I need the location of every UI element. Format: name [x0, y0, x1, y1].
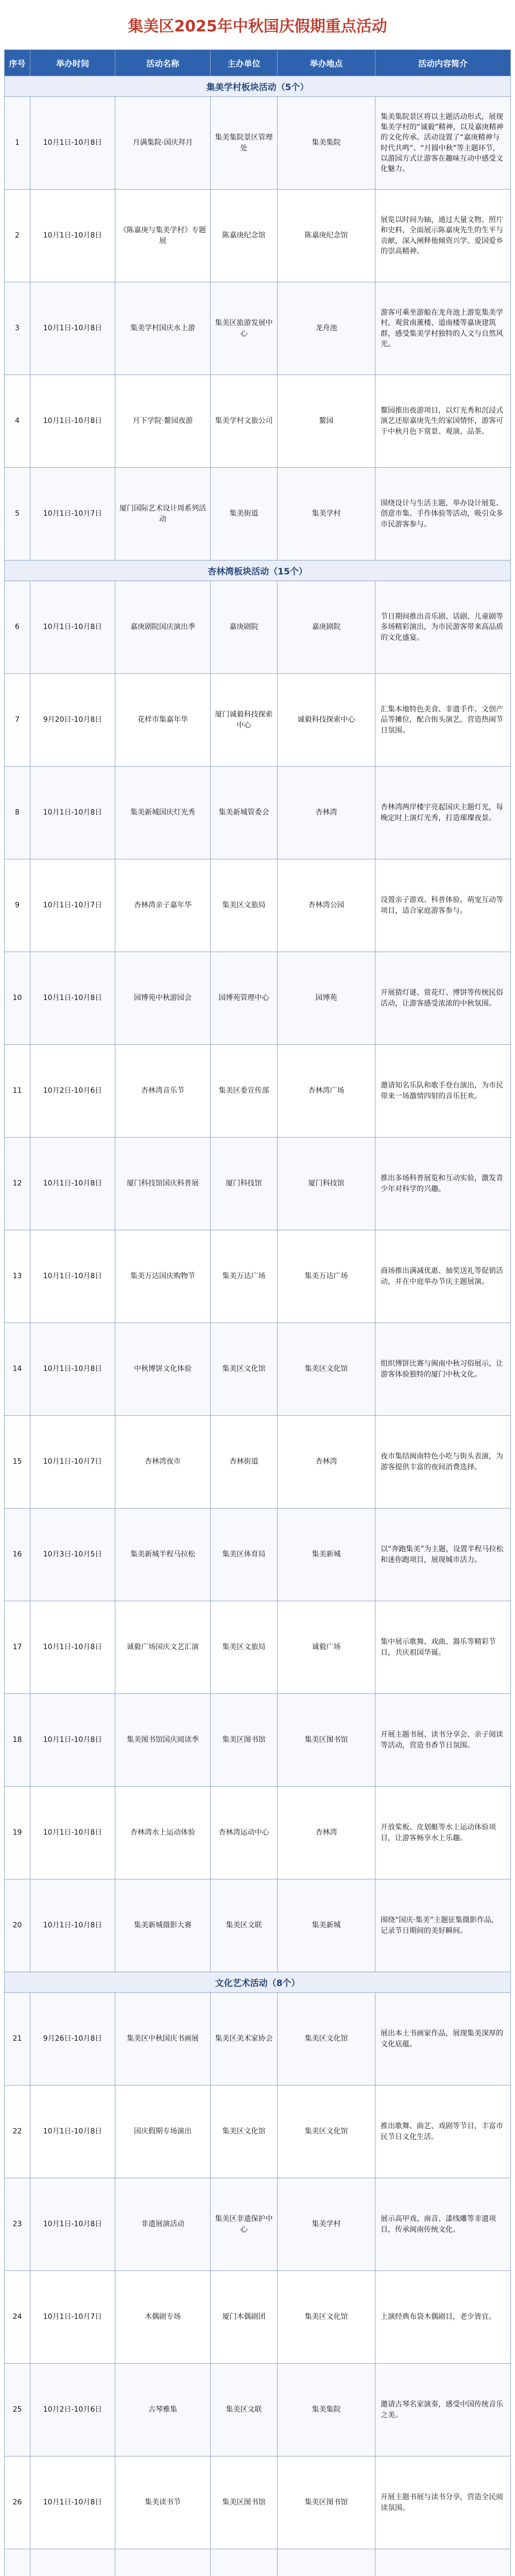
- table-row: [5, 673, 510, 766]
- col-header-time: 举办时间: [30, 50, 115, 76]
- cell-org: 集美集院景区管理处: [211, 97, 278, 189]
- cell-name: 集美新城半程马拉松: [115, 1509, 211, 1601]
- cell-venue: [278, 2549, 375, 2576]
- table-row: [5, 1323, 510, 1415]
- cell-desc: 开展主题书展、读书分享会、亲子阅读等活动，营造书香节日氛围。: [381, 1731, 503, 1750]
- table-row: [5, 2549, 510, 2576]
- table-row: [5, 1693, 510, 1786]
- cell-name: 集美图书馆国庆阅读季: [115, 1694, 211, 1786]
- cell-time: 10月1日-10月8日: [30, 1230, 115, 1323]
- cell-time: 10月1日-10月8日: [30, 1879, 115, 1972]
- cell-no: 8: [5, 767, 30, 859]
- cell-no: 13: [5, 1230, 30, 1323]
- cell-venue: 园博苑: [278, 952, 375, 1044]
- cell-no: 15: [5, 1416, 30, 1508]
- cell-org: 厦门诚毅科技探索中心: [211, 674, 278, 766]
- cell-desc: 商场推出满减优惠、抽奖送礼等促销活动，并在中庭举办节庆主题展演。: [381, 1267, 503, 1286]
- cell-name: 古琴雅集: [115, 2364, 211, 2456]
- cell-time: 10月1日-10月8日: [30, 952, 115, 1044]
- cell-desc: 设置亲子游戏、科普体验、萌宠互动等项目，适合家庭游客参与。: [381, 896, 503, 915]
- cell-venue: 集美区文化馆: [278, 1993, 375, 2085]
- cell-name: [115, 2549, 211, 2576]
- cell-org: 集美区文化馆: [211, 1323, 278, 1415]
- cell-no: 2: [5, 190, 30, 282]
- cell-name: 中秋博饼文化体验: [115, 1323, 211, 1415]
- cell-no: 24: [5, 2271, 30, 2363]
- cell-time: 9月20日-10月8日: [30, 674, 115, 766]
- cell-name: 集美读书节: [115, 2456, 211, 2549]
- cell-no: 10: [5, 952, 30, 1044]
- cell-no: 3: [5, 282, 30, 375]
- col-header-org: 主办单位: [211, 50, 278, 76]
- cell-name: 非遗展演活动: [115, 2178, 211, 2270]
- table-row: [5, 1415, 510, 1508]
- cell-desc: 推出歌舞、曲艺、戏剧等节目，丰富市民节日文化生活。: [381, 2122, 503, 2141]
- cell-venue: 嘉庚剧院: [278, 581, 375, 673]
- cell-org: 嘉庚剧院: [211, 581, 278, 673]
- page-title: 集美区2025年中秋国庆假期重点活动: [128, 18, 387, 36]
- cell-desc: 开展主题书展与读书分享，营造全民阅读氛围。: [381, 2493, 503, 2512]
- cell-name: 集美学村国庆水上游: [115, 282, 211, 375]
- cell-venue: 诚毅广场: [278, 1601, 375, 1693]
- cell-name: 花样市集嘉年华: [115, 674, 211, 766]
- cell-no: 22: [5, 2086, 30, 2178]
- cell-venue: 集美学村: [278, 2178, 375, 2270]
- table-row: [5, 375, 510, 467]
- cell-time: 10月2日-10月6日: [30, 1045, 115, 1137]
- cell-venue: 集美新城: [278, 1509, 375, 1601]
- cell-no: 14: [5, 1323, 30, 1415]
- cell-no: 6: [5, 581, 30, 673]
- table-row: [5, 189, 510, 282]
- col-header-no: 序号: [5, 50, 30, 76]
- table-row: [5, 1044, 510, 1137]
- cell-org: 集美区文联: [211, 1879, 278, 1972]
- cell-no: 4: [5, 375, 30, 467]
- cell-venue: 陈嘉庚纪念馆: [278, 190, 375, 282]
- cell-name: 集美新城摄影大赛: [115, 1879, 211, 1972]
- cell-no: 9: [5, 859, 30, 952]
- cell-venue: 集美集院: [278, 2364, 375, 2456]
- col-header-name: 活动名称: [115, 50, 211, 76]
- cell-name: 月下学院·鳌园夜游: [115, 375, 211, 467]
- cell-venue: 集美区文化馆: [278, 1323, 375, 1415]
- cell-org: 集美区委宣传部: [211, 1045, 278, 1137]
- cell-time: 10月1日-10月8日: [30, 282, 115, 375]
- cell-time: 10月1日-10月8日: [30, 2178, 115, 2270]
- section-header: 集美学村板块活动（5个）: [5, 76, 510, 96]
- cell-time: 10月3日-10月5日: [30, 1509, 115, 1601]
- cell-desc: 邀请知名乐队和歌手登台演出，为市民带来一场激情四射的音乐狂欢。: [381, 1081, 503, 1100]
- cell-venue: 杏林湾: [278, 767, 375, 859]
- table-row: [5, 952, 510, 1044]
- section-header: 杏林湾板块活动（15个）: [5, 560, 510, 581]
- cell-org: 杏林湾运动中心: [211, 1787, 278, 1879]
- cell-venue: 杏林湾: [278, 1787, 375, 1879]
- cell-org: 集美区文旅局: [211, 1601, 278, 1693]
- cell-desc: 游客可乘坐游船在龙舟池上游览集美学村，观赏南薰楼、道南楼等嘉庚建筑群，感受集美学村独特的人文与自然风光。: [381, 308, 503, 348]
- cell-name: 嘉庚剧院国庆演出季: [115, 581, 211, 673]
- cell-org: 厦门木偶剧团: [211, 2271, 278, 2363]
- cell-time: 9月26日-10月8日: [30, 1993, 115, 2085]
- cell-venue: 杏林湾: [278, 1416, 375, 1508]
- cell-org: 集美区美术家协会: [211, 1993, 278, 2085]
- cell-no: [5, 2549, 30, 2576]
- cell-org: 集美区旅游发展中心: [211, 282, 278, 375]
- cell-no: 20: [5, 1879, 30, 1972]
- cell-org: 集美新城管委会: [211, 767, 278, 859]
- cell-venue: 集美万达广场: [278, 1230, 375, 1323]
- cell-no: 7: [5, 674, 30, 766]
- cell-time: 10月1日-10月7日: [30, 2271, 115, 2363]
- cell-name: 杏林湾音乐节: [115, 1045, 211, 1137]
- cell-time: 10月1日-10月8日: [30, 2086, 115, 2178]
- cell-no: 21: [5, 1993, 30, 2085]
- cell-venue: 集美区文化馆: [278, 2086, 375, 2178]
- cell-name: 集美新城国庆灯光秀: [115, 767, 211, 859]
- section-header: 文化艺术活动（8个）: [5, 1972, 510, 1992]
- table-row: [5, 467, 510, 560]
- table-row: [5, 859, 510, 952]
- cell-desc: 展示高甲戏、南音、漆线雕等非遗项目，传承闽南传统文化。: [381, 2215, 496, 2234]
- cell-name: 厦门科技馆国庆科普展: [115, 1138, 211, 1230]
- cell-org: 厦门科技馆: [211, 1138, 278, 1230]
- cell-org: 园博苑管理中心: [211, 952, 278, 1044]
- cell-venue: 集美新城: [278, 1879, 375, 1972]
- cell-no: 1: [5, 97, 30, 189]
- cell-org: 集美区非遗保护中心: [211, 2178, 278, 2270]
- cell-no: 17: [5, 1601, 30, 1693]
- cell-desc: 邀请古琴名家演奏，感受中国传统音乐之美。: [381, 2400, 503, 2419]
- cell-venue: 集美区图书馆: [278, 2456, 375, 2549]
- cell-desc: 组织博饼比赛与闽南中秋习俗展示，让游客体验独特的厦门中秋文化。: [381, 1360, 503, 1379]
- table-row: [5, 2456, 510, 2549]
- table-row: [5, 1786, 510, 1879]
- cell-no: 18: [5, 1694, 30, 1786]
- cell-no: 26: [5, 2456, 30, 2549]
- table-row: [5, 766, 510, 859]
- table-header: [5, 50, 510, 76]
- cell-venue: 集美区文化馆: [278, 2271, 375, 2363]
- cell-time: 10月2日-10月6日: [30, 2364, 115, 2456]
- cell-desc: 节日期间推出音乐剧、话剧、儿童剧等多场精彩演出，为市民游客带来高品质的文化盛宴。: [381, 613, 503, 642]
- cell-time: 10月1日-10月7日: [30, 859, 115, 952]
- cell-time: 10月1日-10月8日: [30, 375, 115, 467]
- cell-time: 10月1日-10月8日: [30, 97, 115, 189]
- cell-desc: 开展猜灯谜、赏花灯、博饼等传统民俗活动，让游客感受浓浓的中秋氛围。: [381, 989, 503, 1008]
- table-row: [5, 1230, 510, 1323]
- cell-venue: 鳌园: [278, 375, 375, 467]
- cell-desc: 汇集本地特色美食、非遗手作、文创产品等摊位，配合街头演艺，营造热闹节日氛围。: [381, 705, 503, 735]
- table-row: [5, 2178, 510, 2270]
- cell-name: 集美区中秋国庆书画展: [115, 1993, 211, 2085]
- cell-name: 集美万达国庆购物节: [115, 1230, 211, 1323]
- cell-org: 集美区图书馆: [211, 1694, 278, 1786]
- cell-time: 10月1日-10月8日: [30, 1323, 115, 1415]
- cell-name: 国庆假期专场演出: [115, 2086, 211, 2178]
- cell-time: 10月1日-10月8日: [30, 1601, 115, 1693]
- cell-name: 园博苑中秋游园会: [115, 952, 211, 1044]
- cell-no: 11: [5, 1045, 30, 1137]
- cell-org: 集美区体育局: [211, 1509, 278, 1601]
- cell-org: 陈嘉庚纪念馆: [211, 190, 278, 282]
- cell-no: 12: [5, 1138, 30, 1230]
- cell-no: 23: [5, 2178, 30, 2270]
- cell-time: [30, 2549, 115, 2576]
- table-row: [5, 1879, 510, 1972]
- cell-time: 10月1日-10月8日: [30, 767, 115, 859]
- cell-desc: 集美集院景区将以主题活动形式，展现集美学村的“诚毅”精神，以及嘉庚精神的文化传承。活动设置了“嘉庚精神与时代共鸣”、“月圆中秋”等主题环节，以游园方式让游客在趣味互动中感受文化魅力。: [381, 112, 504, 174]
- cell-desc: 围绕设计与生活主题，举办设计展览、创意市集、手作体验等活动，吸引众多市民游客参与。: [381, 499, 503, 529]
- cell-org: 集美区文联: [211, 2364, 278, 2456]
- table-row: [5, 2270, 510, 2363]
- cell-no: 25: [5, 2364, 30, 2456]
- cell-org: 杏林街道: [211, 1416, 278, 1508]
- cell-no: 5: [5, 468, 30, 560]
- cell-desc: 开放桨板、皮划艇等水上运动体验项目，让游客畅享水上乐趣。: [381, 1823, 496, 1842]
- table-body: [5, 76, 510, 2576]
- cell-venue: 集美学村: [278, 468, 375, 560]
- table-row: [5, 581, 510, 673]
- table-row: [5, 96, 510, 189]
- cell-venue: 集美集院: [278, 97, 375, 189]
- cell-venue: 龙舟池: [278, 282, 375, 375]
- cell-org: 集美万达广场: [211, 1230, 278, 1323]
- table-row: [5, 2363, 510, 2456]
- cell-time: 10月1日-10月8日: [30, 2456, 115, 2549]
- cell-name: 诚毅广场国庆文艺汇演: [115, 1601, 211, 1693]
- cell-org: 集美区文化馆: [211, 2086, 278, 2178]
- table-row: [5, 1508, 510, 1601]
- cell-no: 16: [5, 1509, 30, 1601]
- cell-org: 集美街道: [211, 468, 278, 560]
- cell-time: 10月1日-10月7日: [30, 468, 115, 560]
- cell-desc: 展出本土书画家作品，展现集美深厚的文化底蕴。: [381, 2029, 503, 2048]
- cell-desc: 上演经典布袋木偶剧目，老少皆宜。: [381, 2313, 496, 2321]
- cell-name: 厦门国际艺术设计周系列活动: [115, 468, 211, 560]
- cell-venue: 杏林湾公园: [278, 859, 375, 952]
- cell-time: 10月1日-10月8日: [30, 1138, 115, 1230]
- cell-venue: 诚毅科技探索中心: [278, 674, 375, 766]
- activity-table: [4, 49, 511, 2576]
- table-row: [5, 1137, 510, 1230]
- cell-desc: 夜市集结闽南特色小吃与街头表演，为游客提供丰富的夜间消费选择。: [381, 1452, 503, 1471]
- cell-org: [211, 2549, 278, 2576]
- cell-desc: 展览以时间为轴，通过大量文物、照片和史料，全面展示陈嘉庚先生的生平与贡献，深入阐释他倾资兴学、爱国爱乡的崇高精神。: [381, 215, 503, 256]
- col-header-venue: 举办地点: [278, 50, 375, 76]
- col-header-desc: 活动内容简介: [418, 58, 468, 69]
- cell-time: 10月1日-10月8日: [30, 1694, 115, 1786]
- cell-time: 10月1日-10月8日: [30, 1787, 115, 1879]
- cell-name: 杏林湾水上运动体验: [115, 1787, 211, 1879]
- cell-desc: 杏林湾两岸楼宇亮起国庆主题灯光，每晚定时上演灯光秀，打造璀璨夜景。: [381, 803, 503, 822]
- table-row: [5, 282, 510, 375]
- cell-no: 19: [5, 1787, 30, 1879]
- table-row: [5, 1601, 510, 1693]
- cell-time: 10月1日-10月7日: [30, 1416, 115, 1508]
- cell-time: 10月1日-10月8日: [30, 190, 115, 282]
- cell-org: 集美区文旅局: [211, 859, 278, 952]
- cell-time: 10月1日-10月8日: [30, 581, 115, 673]
- cell-desc: 鳌园推出夜游项目，以灯光秀和沉浸式演艺还原嘉庚先生的家国情怀，游客可于中秋月色下赏景、观演、品茶。: [381, 406, 503, 436]
- cell-org: 集美学村文旅公司: [211, 375, 278, 467]
- table-row: [5, 2085, 510, 2178]
- cell-name: 杏林湾夜市: [115, 1416, 211, 1508]
- cell-venue: 集美区图书馆: [278, 1694, 375, 1786]
- cell-venue: 厦门科技馆: [278, 1138, 375, 1230]
- table-row: [5, 1992, 510, 2085]
- cell-venue: 杏林湾广场: [278, 1045, 375, 1137]
- cell-name: 月满集院·国庆拜月: [115, 97, 211, 189]
- cell-name: 杏林湾亲子嘉年华: [115, 859, 211, 952]
- cell-org: 集美区图书馆: [211, 2456, 278, 2549]
- cell-desc: 推出多场科普展览和互动实验，激发青少年对科学的兴趣。: [381, 1174, 503, 1193]
- cell-desc: 集中展示歌舞、戏曲、器乐等精彩节目，共庆祖国华诞。: [381, 1638, 496, 1657]
- cell-desc: 以“奔跑集美”为主题，设置半程马拉松和迷你跑项目，展现城市活力。: [381, 1545, 504, 1564]
- cell-name: 木偶剧专场: [115, 2271, 211, 2363]
- cell-desc: [375, 2549, 510, 2576]
- cell-name: 《陈嘉庚与集美学村》专题展: [115, 190, 211, 282]
- cell-desc: 围绕“国庆·集美”主题征集摄影作品，记录节日期间的美好瞬间。: [381, 1916, 499, 1935]
